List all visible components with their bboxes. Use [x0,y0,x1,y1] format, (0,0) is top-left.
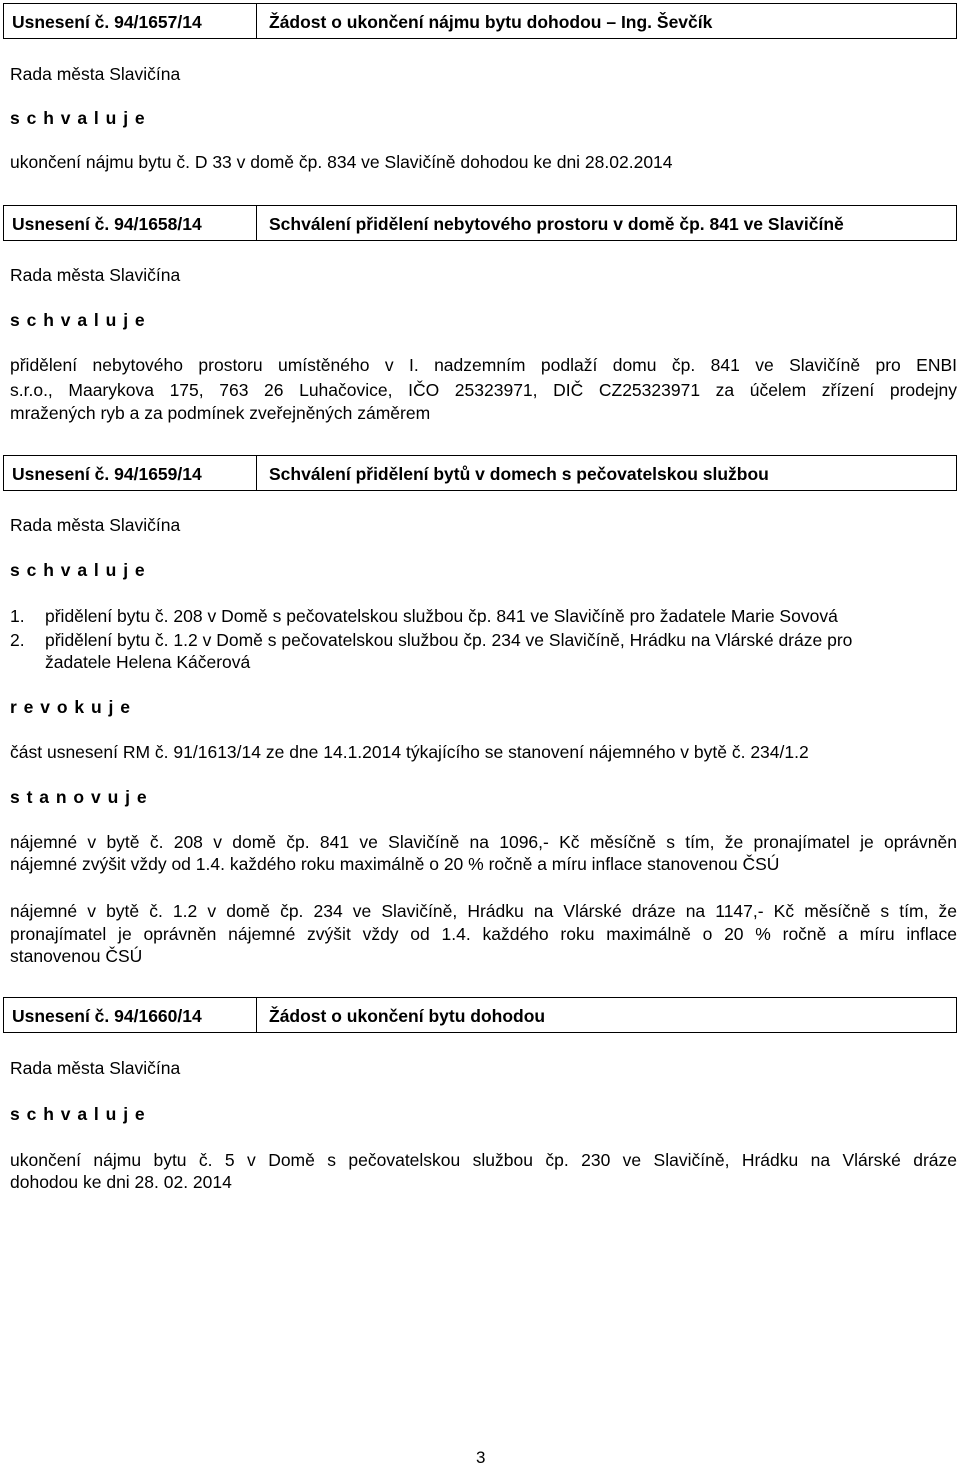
resolution-title: Žádost o ukončení nájmu bytu dohodou – Ing. Ševčík [269,12,713,32]
resolution-title-cell [257,4,956,38]
resolution-header-1659 [3,455,957,491]
rent-text-line: nájemné zvýšit vždy od 1.4. každého roku maximálně o 20 % ročně a míru inflace stanovenou ČSÚ [10,854,780,874]
resolution-text-line: ukončení nájmu bytu č. 5 v Domě s pečovatelskou službou čp. 230 ve Slavičíně, Hrádku na Vlárské dráze [10,1150,957,1170]
resolution-number: Usnesení č. 94/1659/14 [12,464,202,484]
council-name: Rada města Slavičína [10,1058,181,1078]
resolution-header-1658 [3,205,957,241]
resolution-number-cell [4,998,257,1032]
rent-text-line: nájemné v bytě č. 1.2 v domě čp. 234 ve Slavičíně, Hrádku na Vlárské dráze na 1147,- Kč měsíčně s tím, že [10,901,957,921]
rent-text-line: pronajímatel je oprávněn nájemné zvýšit vždy od 1.4. každého roku maximálně o 20 % ročně a míru inflace [10,924,957,944]
list-item [10,630,852,651]
resolution-number: Usnesení č. 94/1657/14 [12,12,202,32]
verb-approves: s c h v a l u j e [10,310,146,330]
resolution-text-line: přidělení nebytového prostoru umístěného v I. nadzemním podlaží domu čp. 841 ve Slavičíně pro ENBI [10,355,957,375]
resolution-title: Žádost o ukončení bytu dohodou [269,1006,546,1026]
resolution-number: Usnesení č. 94/1660/14 [12,1006,202,1026]
list-item-number: 1. [10,606,25,626]
page-number: 3 [476,1448,486,1467]
list-item-text: přidělení bytu č. 1.2 v Domě s pečovatelskou službou čp. 234 ve Slavičíně, Hrádku na Vlárské dráze pro [45,630,853,650]
verb-approves: s c h v a l u j e [10,108,146,128]
resolution-header-1660 [3,997,957,1033]
revoke-text: část usnesení RM č. 91/1613/14 ze dne 14.1.2014 týkajícího se stanovení nájemného v bytě č. 234/1.2 [10,742,809,762]
resolution-number-cell [4,456,257,490]
resolution-title: Schválení přidělení nebytového prostoru v domě čp. 841 ve Slavičíně [269,214,844,234]
list-item-number: 2. [10,630,25,650]
resolution-title-cell [257,456,956,490]
resolution-title-cell [257,206,956,240]
council-name: Rada města Slavičína [10,515,181,535]
resolution-text-line: mražených ryb a za podmínek zveřejněných záměrem [10,403,431,423]
rent-text-line: stanovenou ČSÚ [10,946,143,966]
verb-revokes: r e v o k u j e [10,697,132,717]
council-name: Rada města Slavičína [10,265,181,285]
resolution-text: ukončení nájmu bytu č. D 33 v domě čp. 834 ve Slavičíně dohodou ke dni 28.02.2014 [10,152,673,172]
verb-approves: s c h v a l u j e [10,1104,146,1124]
resolution-number-cell [4,206,257,240]
resolution-header-1657 [3,3,957,39]
resolution-number: Usnesení č. 94/1658/14 [12,214,202,234]
resolution-text-line: s.r.o., Maarykova 175, 763 26 Luhačovice, IČO 25323971, DIČ CZ25323971 za účelem zřízení prodejny [10,380,957,400]
council-name: Rada města Slavičína [10,64,181,84]
verb-sets: s t a n o v u j e [10,787,148,807]
rent-text-line: nájemné v bytě č. 208 v domě čp. 841 ve Slavičíně na 1096,- Kč měsíčně s tím, že pronajímatel je oprávněn [10,832,957,852]
list-item [10,606,838,627]
resolution-number-cell [4,4,257,38]
list-item-continuation: žadatele Helena Káčerová [45,652,251,672]
list-item-text: přidělení bytu č. 208 v Domě s pečovatelskou službou čp. 841 ve Slavičíně pro žadatele Marie Sovová [45,606,838,626]
resolution-title: Schválení přidělení bytů v domech s pečovatelskou službou [269,464,769,484]
resolution-text-line: dohodou ke dni 28. 02. 2014 [10,1172,232,1192]
resolution-title-cell [257,998,956,1032]
verb-approves: s c h v a l u j e [10,560,146,580]
